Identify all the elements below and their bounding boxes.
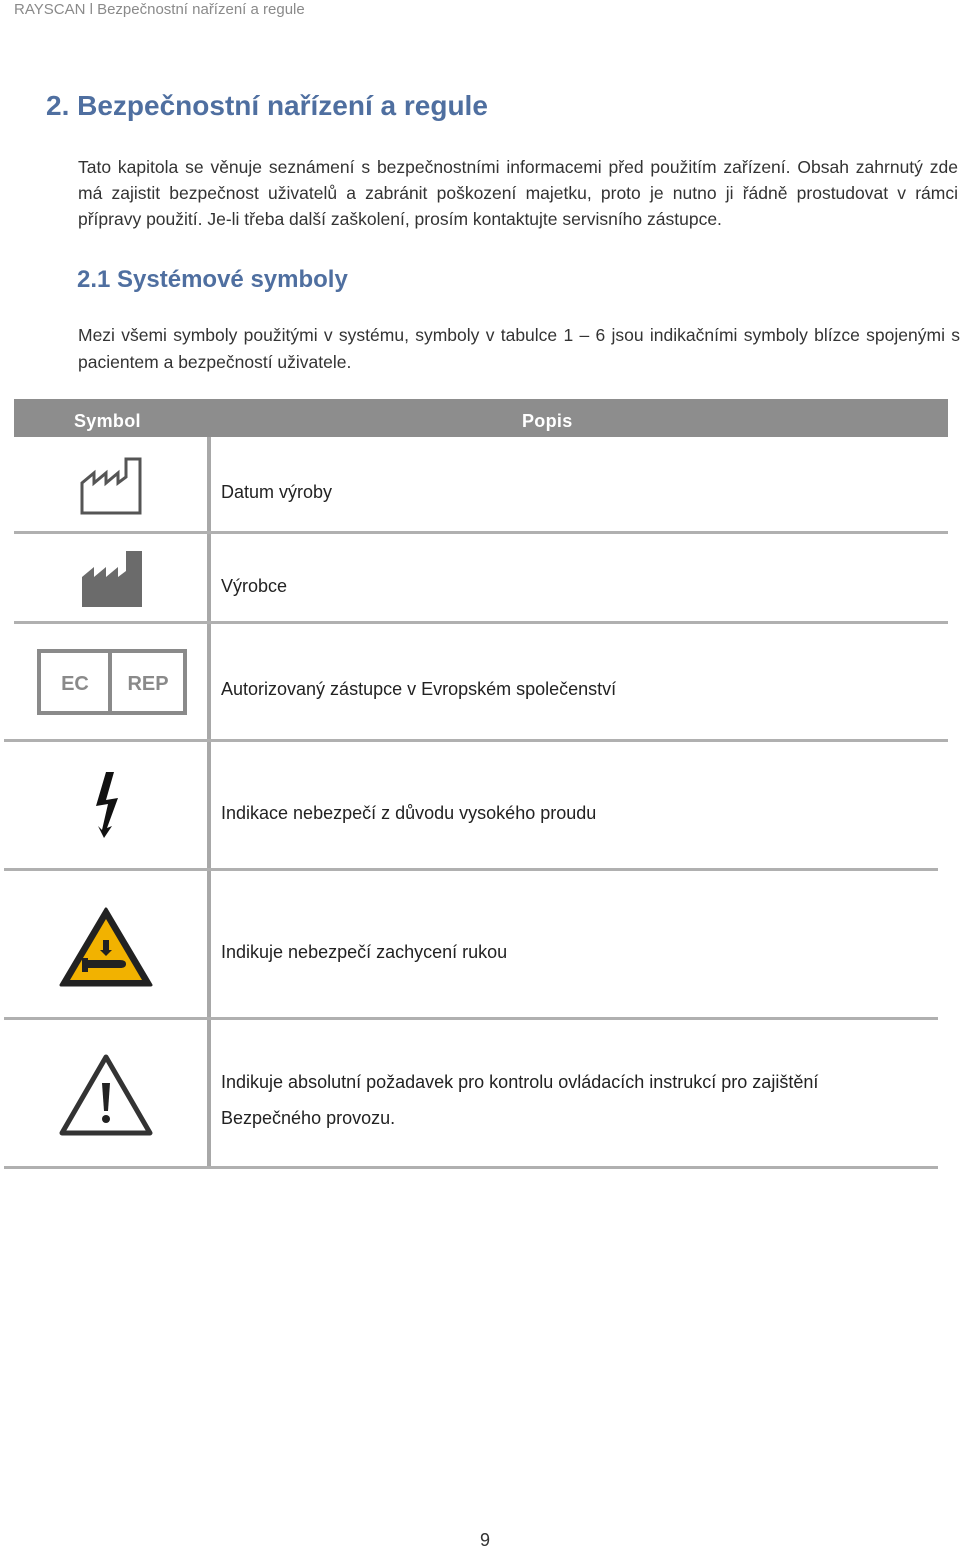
- page-number: 9: [480, 1530, 491, 1550]
- manufacture-date-icon: [80, 455, 144, 520]
- chapter-intro-part1: Tato kapitola se věnuje seznámení s bezpečnostními informacemi před použitím zařízení. Obsah zahrnutý zde má zajistit bezpečnost uživatelů a zabránit poškození majetku, proto je nutno ji řádně prostudovat v rámci přípravy použití.: [78, 157, 958, 229]
- row-6-description-line1: Indikuje absolutní požadavek pro kontrolu ovládacích instrukcí pro zajištění: [221, 1072, 819, 1092]
- high-voltage-icon: [92, 770, 126, 845]
- row-divider: [4, 868, 938, 871]
- chapter-intro-part2: Je-li třeba další zaškolení, prosím kontaktujte servisního zástupce.: [202, 209, 722, 229]
- running-header: RAYSCAN l Bezpečnostní nařízení a regule: [14, 1, 305, 18]
- row-6-description-line2: Bezpečného provozu.: [221, 1108, 396, 1128]
- row-divider: [4, 1166, 938, 1169]
- ec-rep-left-text: EC: [61, 673, 89, 695]
- ec-rep-icon: [37, 649, 187, 720]
- ec-rep-right-text: REP: [127, 673, 169, 695]
- row-divider: [4, 1017, 938, 1020]
- row-1-description: Datum výroby: [221, 482, 333, 502]
- section-intro: Mezi všemi symboly použitými v systému, symboly v tabulce 1 – 6 jsou indikačními symboly blízce spojenými s pacientem a bezpečností uživatele.: [78, 325, 960, 372]
- chapter-title: 2. Bezpečnostní nařízení a regule: [46, 90, 488, 121]
- chapter-intro: [78, 154, 958, 232]
- section-title: 2.1 Systémové symboly: [77, 266, 348, 293]
- row-3-description: Autorizovaný zástupce v Evropském společenství: [221, 679, 617, 699]
- table-column-divider: [207, 437, 211, 1168]
- hand-crush-warning-icon: [58, 906, 154, 993]
- row-5-description: Indikuje nebezpečí zachycení rukou: [221, 942, 508, 962]
- row-divider: [14, 531, 948, 534]
- row-divider: [14, 621, 948, 624]
- header-description: Popis: [522, 411, 573, 431]
- row-divider: [4, 739, 948, 742]
- header-symbol: Symbol: [74, 411, 141, 431]
- general-warning-icon: [58, 1053, 154, 1142]
- table-header: [14, 399, 948, 437]
- manufacturer-icon: [80, 549, 144, 614]
- row-2-description: Výrobce: [221, 576, 288, 596]
- row-4-description: Indikace nebezpečí z důvodu vysokého proudu: [221, 803, 597, 823]
